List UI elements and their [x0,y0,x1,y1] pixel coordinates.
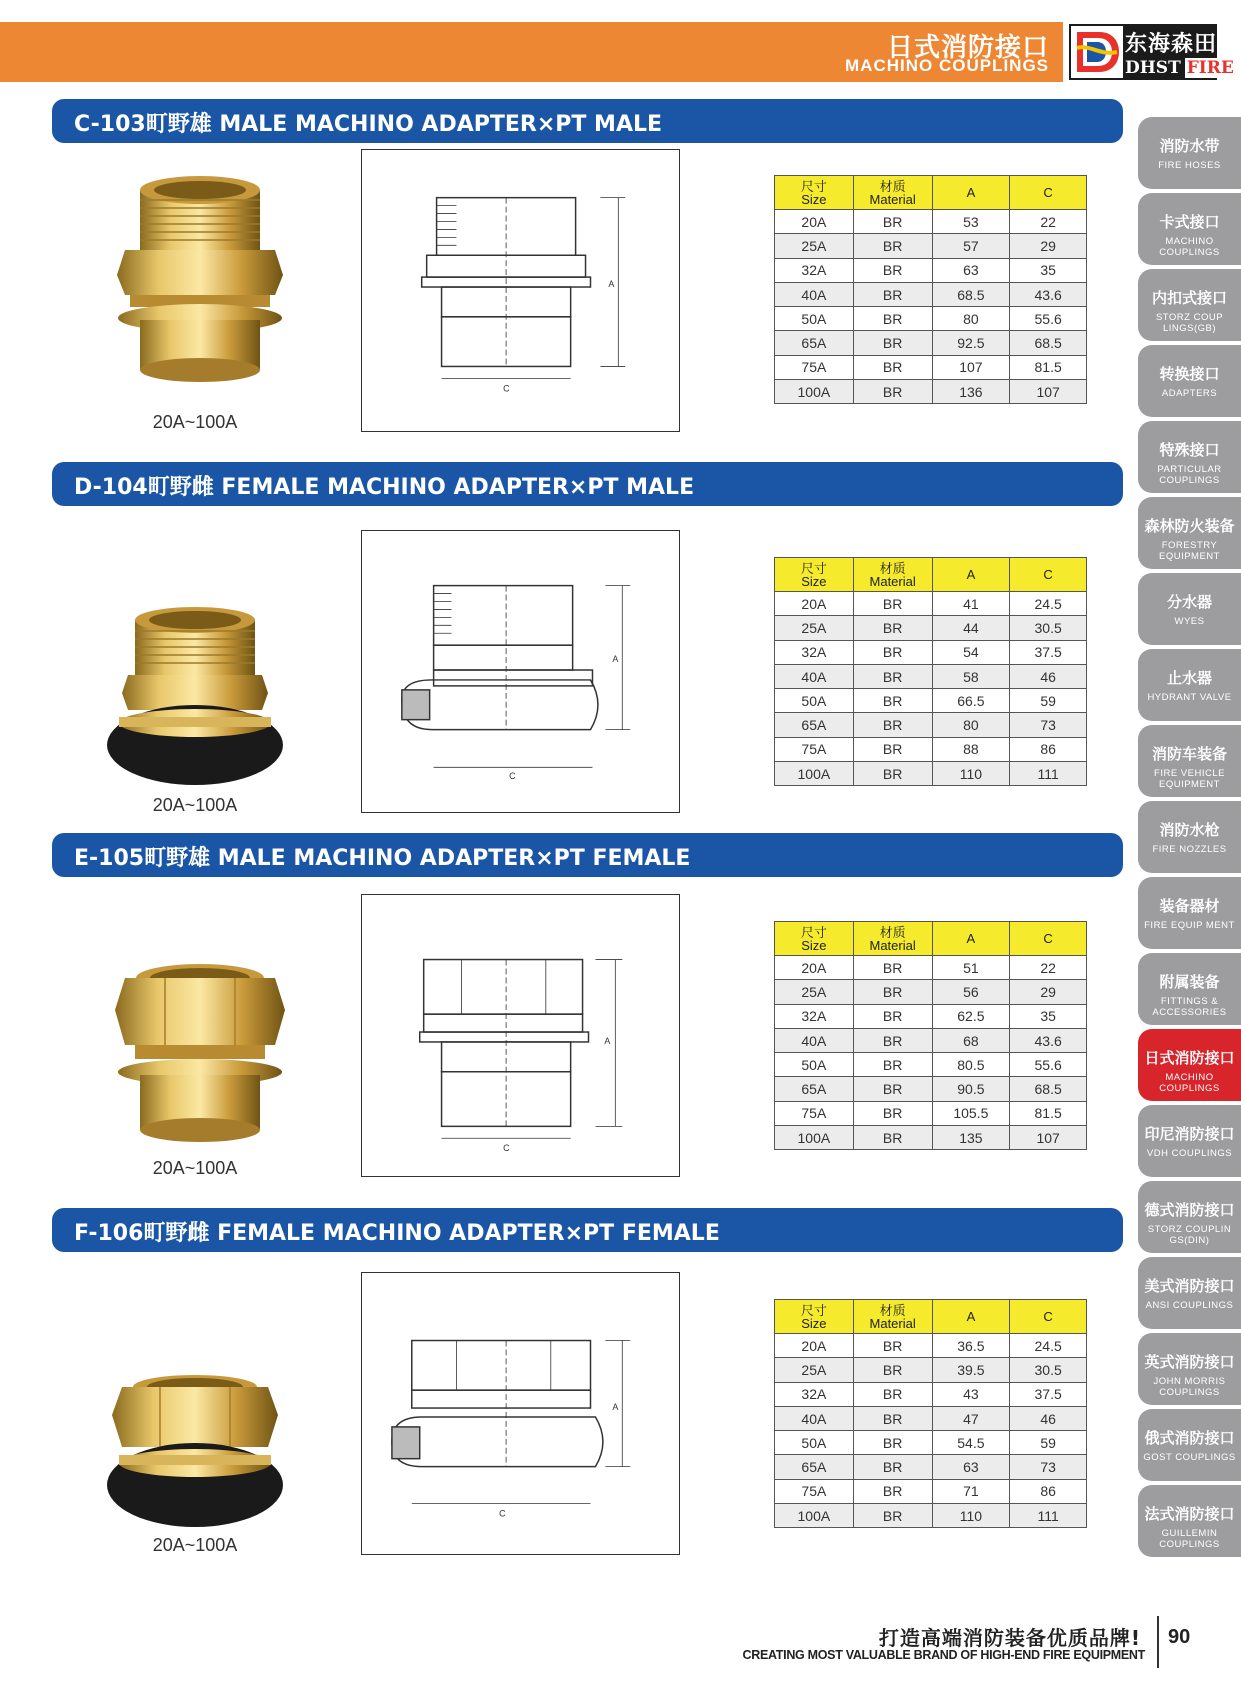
nav-item-fire-equipment[interactable]: 装备器材 FIRE EQUIP MENT [1138,877,1241,949]
nav-item-fire-nozzles[interactable]: 消防水枪 FIRE NOZZLES [1138,801,1241,873]
table-row: 75A BR 107 81.5 [775,355,1087,379]
section-title: D-104町野雌 FEMALE MACHINO ADAPTER×PT MALE [74,475,695,500]
table-row: 100A BR 110 111 [775,762,1087,786]
table-row: 25A BR 39.5 30.5 [775,1358,1087,1382]
brand-logo [1067,22,1234,82]
table-row: 25A BR 57 29 [775,234,1087,258]
size-range-caption: 20A~100A [152,412,238,432]
table-row: 25A BR 44 30.5 [775,616,1087,640]
spec-table [774,1299,1087,1528]
technical-drawing [361,149,680,432]
table-row: 20A BR 51 22 [775,956,1087,980]
dim-c-label: C [503,383,510,394]
nav-item-john-morris[interactable]: 英式消防接口 JOHN MORRIS COUPLINGS [1138,1333,1241,1405]
nav-item-ansi[interactable]: 美式消防接口 ANSI COUPLINGS [1138,1257,1241,1329]
footer-divider [1157,1616,1159,1668]
nav-item-fittings[interactable]: 附属装备 FITTINGS & ACCESSORIES [1138,953,1241,1025]
page-number: 90 [1168,1626,1191,1648]
table-row: 40A BR 58 46 [775,664,1087,688]
table-row: 75A BR 71 86 [775,1479,1087,1503]
col-size: 尺寸 Size [775,558,854,592]
table-row: 20A BR 53 22 [775,210,1087,234]
spec-table [774,557,1087,786]
technical-drawing [361,530,680,813]
product-photo-male-male [105,170,295,420]
dim-a-label: A [608,279,615,290]
table-row: 25A BR 56 29 [775,980,1087,1004]
nav-item-machino-couplings[interactable]: 卡式接口 MACHINO COUPLINGS [1138,193,1241,265]
section-title-bar [52,833,1123,877]
col-a: A [932,176,1010,210]
logo-cn: 东海森田 [1125,32,1218,57]
col-c: C [1010,1300,1087,1334]
nav-item-particular[interactable]: 特殊接口 PARTICULAR COUPLINGS [1138,421,1241,493]
nav-item-wyes[interactable]: 分水器 WYES [1138,573,1241,645]
table-row: 100A BR 135 107 [775,1126,1087,1150]
product-photo-male-female [105,935,295,1185]
size-range-caption: 20A~100A [152,795,238,815]
col-a: A [932,922,1010,956]
table-row: 100A BR 136 107 [775,380,1087,404]
col-material: 材质 Material [853,558,932,592]
logo-emblem-icon [1071,26,1123,78]
col-c: C [1010,176,1087,210]
size-range-caption: 20A~100A [152,1158,238,1178]
logo-en: DHST FIRE [1125,58,1234,78]
section-title: F-106町野雌 FEMALE MACHINO ADAPTER×PT FEMALE [74,1221,720,1246]
dim-a-label: A [604,1035,611,1046]
table-row: 32A BR 43 37.5 [775,1382,1087,1406]
col-size: 尺寸 Size [775,176,854,210]
table-row: 65A BR 63 73 [775,1455,1087,1479]
table-row: 65A BR 80 73 [775,713,1087,737]
col-a: A [932,1300,1010,1334]
nav-item-hydrant-valve[interactable]: 止水器 HYDRANT VALVE [1138,649,1241,721]
technical-drawing [361,894,680,1177]
nav-item-fire-hoses[interactable]: 消防水带 FIRE HOSES [1138,117,1241,189]
col-size: 尺寸 Size [775,1300,854,1334]
nav-item-forestry[interactable]: 森林防火装备 FORESTRY EQUIPMENT [1138,497,1241,569]
table-row: 50A BR 80.5 55.6 [775,1053,1087,1077]
table-row: 32A BR 62.5 35 [775,1004,1087,1028]
col-c: C [1010,922,1087,956]
nav-item-machino-jp-active[interactable]: 日式消防接口 MACHINO COUPLINGS [1138,1029,1241,1101]
col-a: A [932,558,1010,592]
dim-c-label: C [499,1508,506,1519]
nav-item-guillemin[interactable]: 法式消防接口 GUILLEMIN COUPLINGS [1138,1485,1241,1557]
table-row: 40A BR 68.5 43.6 [775,282,1087,306]
col-c: C [1010,558,1087,592]
nav-item-adapters[interactable]: 转换接口 ADAPTERS [1138,345,1241,417]
spec-table [774,921,1087,1150]
table-row: 100A BR 110 111 [775,1504,1087,1528]
section-title-bar [52,462,1123,506]
nav-item-vdh[interactable]: 印尼消防接口 VDH COUPLINGS [1138,1105,1241,1177]
dim-c-label: C [509,771,516,782]
dim-a-label: A [612,1402,619,1413]
product-photo-female-male [100,580,290,830]
nav-item-gost[interactable]: 俄式消防接口 GOST COUPLINGS [1138,1409,1241,1481]
table-row: 20A BR 36.5 24.5 [775,1334,1087,1358]
table-row: 40A BR 68 43.6 [775,1028,1087,1052]
col-material: 材质 Material [853,922,932,956]
table-row: 40A BR 47 46 [775,1406,1087,1430]
dim-c-label: C [503,1143,510,1154]
footer-slogan-cn: 打造高端消防装备优质品牌! [878,1626,1141,1650]
col-material: 材质 Material [853,176,932,210]
technical-drawing [361,1272,680,1555]
table-row: 20A BR 41 24.5 [775,592,1087,616]
table-row: 32A BR 54 37.5 [775,640,1087,664]
nav-item-fire-vehicle[interactable]: 消防车装备 FIRE VEHICLE EQUIPMENT [1138,725,1241,797]
table-row: 50A BR 66.5 59 [775,689,1087,713]
spec-table [774,175,1087,404]
section-title-bar [52,1208,1123,1252]
table-row: 65A BR 90.5 68.5 [775,1077,1087,1101]
dim-a-label: A [612,654,619,665]
section-title: E-105町野雄 MALE MACHINO ADAPTER×PT FEMALE [74,846,691,871]
footer-slogan-en: CREATING MOST VALUABLE BRAND OF HIGH-END FIRE EQUIPMENT [742,1648,1145,1662]
table-row: 50A BR 80 55.6 [775,307,1087,331]
nav-item-storz-gb[interactable]: 内扣式接口 STORZ COUP LINGS(GB) [1138,269,1241,341]
section-title-bar [52,99,1123,143]
size-range-caption: 20A~100A [152,1535,238,1555]
page-title-cn: 日式消防接口 [886,33,1049,63]
page-title-en: MACHINO COUPLINGS [845,56,1049,75]
col-size: 尺寸 Size [775,922,854,956]
table-row: 75A BR 88 86 [775,737,1087,761]
table-row: 50A BR 54.5 59 [775,1431,1087,1455]
nav-item-storz-din[interactable]: 德式消防接口 STORZ COUPLIN GS(DIN) [1138,1181,1241,1253]
table-row: 75A BR 105.5 81.5 [775,1101,1087,1125]
section-title: C-103町野雄 MALE MACHINO ADAPTER×PT MALE [74,112,663,137]
table-row: 32A BR 63 35 [775,258,1087,282]
col-material: 材质 Material [853,1300,932,1334]
table-row: 65A BR 92.5 68.5 [775,331,1087,355]
